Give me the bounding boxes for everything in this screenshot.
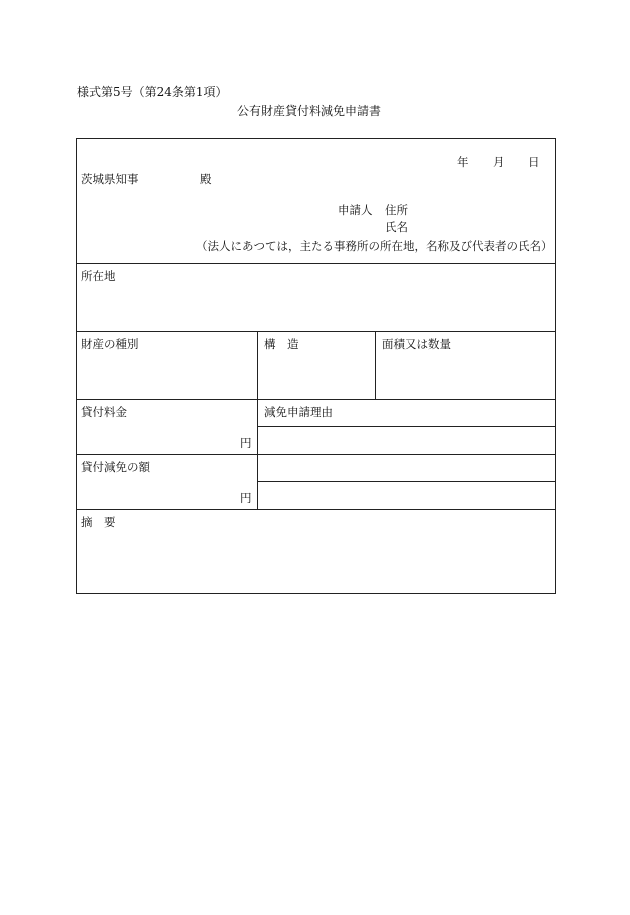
row-divider-rent-top (76, 399, 556, 400)
row-divider-reason-mid2 (257, 481, 556, 482)
reduction-amount-label: 貸付減免の額 (81, 460, 150, 474)
property-type-label: 財産の種別 (81, 337, 139, 351)
row-divider-reduction-top (76, 454, 556, 455)
addressee-governor: 茨城県知事 (81, 172, 139, 186)
date-year-label: 年 (457, 155, 469, 169)
page-title: 公有財産貸付料減免申請書 (237, 104, 382, 118)
date-month-label: 月 (493, 155, 505, 169)
row-divider-remarks-top (76, 509, 556, 510)
col-divider-structure (257, 331, 258, 509)
area-label: 面積又は数量 (382, 337, 451, 351)
applicant-label: 申請人 (338, 203, 373, 217)
addressee-honorific: 殿 (200, 172, 212, 186)
rent-unit: 円 (240, 436, 252, 450)
row-divider-location-top (76, 263, 556, 264)
row-divider-reason-mid1 (257, 426, 556, 427)
date-day-label: 日 (528, 155, 540, 169)
structure-label: 構 造 (264, 337, 299, 351)
form-number: 様式第5号（第24条第1項） (77, 85, 228, 99)
applicant-address-label: 住所 (385, 203, 408, 217)
col-divider-area (375, 331, 376, 399)
row-divider-property-top (76, 331, 556, 332)
rent-label: 貸付料金 (81, 405, 127, 419)
applicant-corporate-note: （法人にあつては，主たる事務所の所在地，名称及び代表者の氏名） (196, 239, 553, 253)
location-label: 所在地 (81, 269, 116, 283)
remarks-label: 摘 要 (81, 515, 116, 529)
reduction-unit: 円 (240, 491, 252, 505)
applicant-name-label: 氏名 (385, 220, 408, 234)
application-form (76, 138, 556, 594)
reduction-reason-label: 減免申請理由 (264, 405, 333, 419)
